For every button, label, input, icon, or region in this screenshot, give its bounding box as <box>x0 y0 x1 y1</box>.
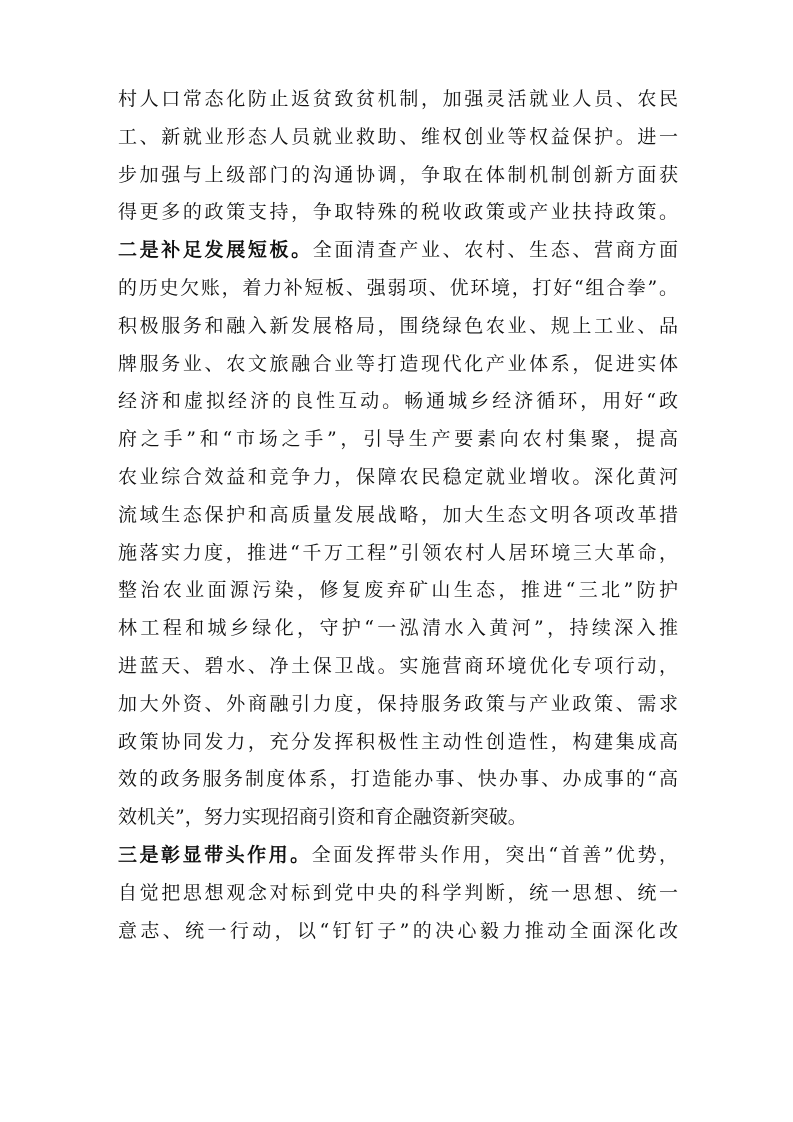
text-line <box>118 194 678 232</box>
text-line <box>118 875 678 913</box>
text-line <box>118 497 678 535</box>
line-text: 流域生态保护和高质量发展战略，加大生态文明各项改革措 <box>118 503 678 526</box>
text-line <box>118 610 678 648</box>
line-text: 施落实力度，推进“千万工程”引领农村人居环境三大革命， <box>118 541 678 564</box>
line-text: 的历史欠账，着力补短板、强弱项、优环境，打好“组合拳”。 <box>118 276 678 299</box>
text-line <box>118 724 678 762</box>
text-line <box>118 308 678 346</box>
line-text: 经济和虚拟经济的良性互动。畅通城乡经济循环，用好“政 <box>118 390 678 413</box>
text-line <box>118 421 678 459</box>
document-body <box>118 81 678 950</box>
section-heading-line <box>118 232 678 270</box>
text-line <box>118 572 678 610</box>
line-text: 进蓝天、碧水、净土保卫战。实施营商环境优化专项行动， <box>118 654 678 677</box>
text-line <box>118 346 678 384</box>
line-text: 牌服务业、农文旅融合业等打造现代化产业体系，促进实体 <box>118 352 678 375</box>
line-text: 得更多的政策支持，争取特殊的税收政策或产业扶持政策。 <box>118 201 678 224</box>
line-text: 府之手”和“市场之手”，引导生产要素向农村集聚，提高 <box>118 428 678 451</box>
line-text: 工、新就业形态人员就业救助、维权创业等权益保护。进一 <box>118 125 678 148</box>
text-line <box>118 799 678 837</box>
text-line <box>118 686 678 724</box>
text-line <box>118 761 678 799</box>
line-text: 效机关”，努力实现招商引资和育企融资新突破。 <box>118 806 527 829</box>
line-text: 政策协同发力，充分发挥积极性主动性创造性，构建集成高 <box>118 730 678 753</box>
line-text: 农业综合效益和竞争力，保障农民稳定就业增收。深化黄河 <box>118 465 678 488</box>
line-text: 意志、统一行动，以“钉钉子”的决心毅力推动全面深化改 <box>118 919 678 942</box>
line-text: 整治农业面源污染，修复废弃矿山生态，推进“三北”防护 <box>118 579 678 602</box>
section-heading: 二是补足发展短板。 <box>118 239 313 262</box>
line-text: 加大外资、外商融引力度，保持服务政策与产业政策、需求 <box>118 692 678 715</box>
text-line <box>118 535 678 573</box>
line-text: 全面发挥带头作用，突出“首善”优势， <box>311 843 678 866</box>
line-text: 林工程和城乡绿化，守护“一泓清水入黄河”，持续深入推 <box>118 617 678 640</box>
section-heading: 三是彰显带头作用。 <box>118 843 312 866</box>
text-line <box>118 383 678 421</box>
text-line <box>118 459 678 497</box>
text-line <box>118 119 678 157</box>
line-text: 步加强与上级部门的沟通协调，争取在体制机制创新方面获 <box>118 163 678 186</box>
line-text: 村人口常态化防止返贫致贫机制，加强灵活就业人员、农民 <box>118 88 678 110</box>
text-line <box>118 913 678 951</box>
line-text: 自觉把思想观念对标到党中央的科学判断，统一思想、统一 <box>118 881 678 904</box>
text-line <box>118 157 678 195</box>
text-line <box>118 81 678 119</box>
section-heading-line <box>118 837 678 875</box>
line-text: 全面清查产业、农村、生态、营商方面 <box>312 239 678 262</box>
text-line <box>118 648 678 686</box>
text-line <box>118 270 678 308</box>
line-text: 效的政务服务制度体系，打造能办事、快办事、办成事的“高 <box>118 768 678 791</box>
line-text: 积极服务和融入新发展格局，围绕绿色农业、规上工业、品 <box>118 314 678 337</box>
